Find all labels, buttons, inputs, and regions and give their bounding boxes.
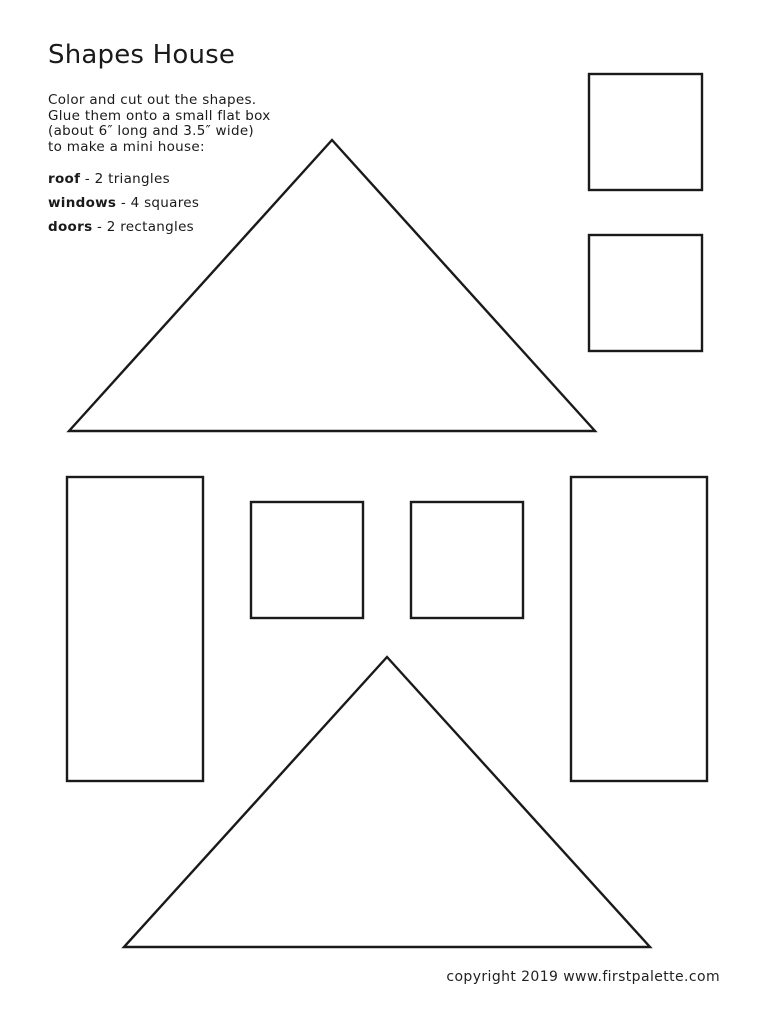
part-name: doors [48, 219, 93, 235]
part-name: windows [48, 195, 117, 211]
instruction-line: to make a mini house: [48, 138, 205, 155]
door-rectangle-2 [571, 477, 707, 781]
window-square-1 [589, 74, 702, 190]
part-name: roof [48, 171, 81, 187]
part-desc: - 2 rectangles [92, 219, 195, 235]
part-desc: - 2 triangles [80, 171, 170, 187]
page-title: Shapes House [48, 40, 236, 70]
part-desc: - 4 squares [116, 195, 200, 211]
copyright-notice: copyright 2019 www.firstpalette.com [446, 969, 720, 985]
instruction-line: (about 6″ long and 3.5″ wide) [48, 123, 254, 139]
window-square-3 [251, 502, 363, 618]
roof-triangle-top [69, 140, 595, 431]
instruction-line: Color and cut out the shapes. [48, 92, 257, 108]
door-rectangle-1 [67, 477, 203, 781]
instruction-line: Glue them onto a small flat box [48, 107, 271, 124]
window-square-4 [411, 502, 523, 618]
window-square-2 [589, 235, 702, 351]
